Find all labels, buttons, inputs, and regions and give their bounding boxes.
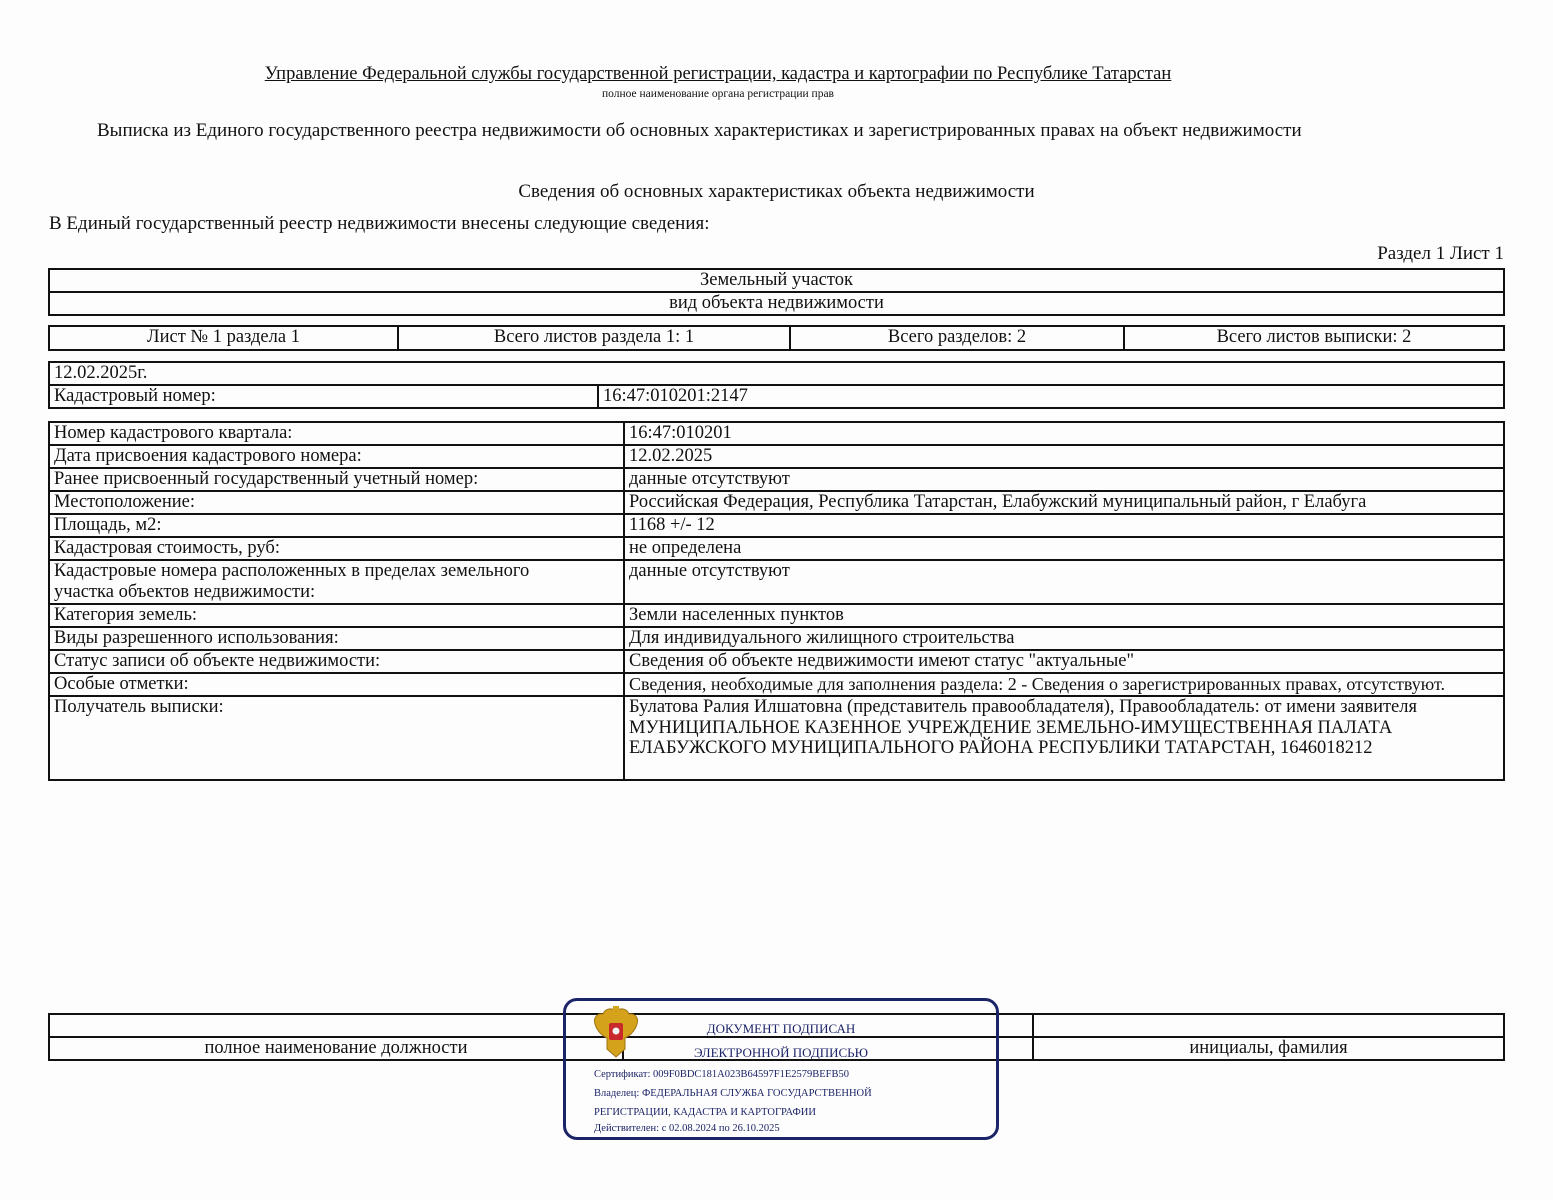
row-value: Для индивидуального жилищного строительства [624,627,1504,650]
object-type-table [48,268,1505,316]
stamp-line-2: ЭЛЕКТРОННОЙ ПОДПИСЬЮ [694,1045,868,1060]
row-label: Особые отметки: [49,673,624,696]
row-value: данные отсутствуют [624,560,1504,604]
cadastral-number-value: 16:47:010201:2147 [598,385,1504,408]
row-label: Категория земель: [49,604,624,627]
cadastral-number-label: Кадастровый номер: [49,385,598,408]
table-row [49,696,1504,780]
table-row [49,491,1504,514]
row-value: 12.02.2025 [624,445,1504,468]
row-value: Российская Федерация, Республика Татарстан, Елабужский муниципальный район, г Елабуга [624,491,1504,514]
sheet-number: Лист № 1 раздела 1 [49,326,398,350]
table-row [49,537,1504,560]
row-label: Статус записи об объекте недвижимости: [49,650,624,673]
table-row [49,445,1504,468]
row-value: не определена [624,537,1504,560]
object-type: Земельный участок [49,269,1504,292]
date-cadastral-table [48,361,1505,409]
name-cell [1033,1014,1504,1037]
organization-name: Управление Федеральной службы государственной регистрации, кадастра и картографии по Республике Татарстан [264,64,1172,84]
row-value: 1168 +/- 12 [624,514,1504,537]
electronic-signature-stamp [563,998,999,1140]
row-value: 16:47:010201 [624,422,1504,445]
table-row [49,627,1504,650]
row-label: Дата присвоения кадастрового номера: [49,445,624,468]
sheets-table [48,325,1505,351]
object-type-caption: вид объекта недвижимости [49,292,1504,315]
row-value: Сведения об объекте недвижимости имеют статус "актуальные" [624,650,1504,673]
table-row [49,514,1504,537]
extract-title: Выписка из Единого государственного реестра недвижимости об основных характеристиках и зарегистрированных правах на объект недвижимости [97,120,1302,141]
stamp-certificate: Сертификат: 009F0BDC181A023B64597F1E2579BEFB50 [594,1069,850,1080]
stamp-owner-line-2: РЕГИСТРАЦИИ, КАДАСТРА И КАРТОГРАФИИ [594,1107,816,1118]
intro-text: В Единый государственный реестр недвижимости внесены следующие сведения: [49,213,710,234]
sheets-in-section: Всего листов раздела 1: 1 [398,326,790,350]
name-caption: инициалы, фамилия [1033,1037,1504,1060]
extract-date: 12.02.2025г. [49,362,1504,385]
row-label: Кадастровая стоимость, руб: [49,537,624,560]
position-caption: полное наименование должности [49,1037,623,1060]
row-label: Местоположение: [49,491,624,514]
table-row [49,673,1504,696]
row-value: Сведения, необходимые для заполнения раздела: 2 - Сведения о зарегистрированных правах, отсутствуют. [624,673,1504,696]
section-title: Сведения об основных характеристиках объекта недвижимости [518,181,1035,202]
stamp-line-1: ДОКУМЕНТ ПОДПИСАН [706,1021,856,1036]
row-label: Номер кадастрового квартала: [49,422,624,445]
section-sheet-label: Раздел 1 Лист 1 [1377,243,1504,264]
sections-total: Всего разделов: 2 [790,326,1124,350]
table-row [49,650,1504,673]
row-label: Виды разрешенного использования: [49,627,624,650]
table-row [49,422,1504,445]
row-value: данные отсутствуют [624,468,1504,491]
stamp-validity: Действителен: с 02.08.2024 по 26.10.2025 [594,1123,780,1134]
table-row [49,468,1504,491]
row-label: Ранее присвоенный государственный учетный номер: [49,468,624,491]
position-cell [49,1014,623,1037]
row-label: Кадастровые номера расположенных в пределах земельного участка объектов недвижимости: [49,560,624,604]
row-label: Получатель выписки: [49,696,624,780]
row-value: Земли населенных пунктов [624,604,1504,627]
table-row [49,560,1504,604]
table-row [49,604,1504,627]
sheets-total: Всего листов выписки: 2 [1124,326,1504,350]
row-label: Площадь, м2: [49,514,624,537]
characteristics-table [48,421,1505,781]
row-value: Булатова Ралия Илшатовна (представитель правообладателя), Правообладатель: от имени заявителя МУНИЦИПАЛЬНОЕ КАЗЕННОЕ УЧРЕЖДЕНИЕ ЗЕМЕЛЬНО-ИМУЩЕСТВЕННАЯ ПАЛАТА ЕЛАБУЖСКОГО МУНИЦИПАЛЬНОГО РАЙОНА РЕСПУБЛИКИ ТАТАРСТАН, 1646018212 [624,696,1504,780]
stamp-owner-line-1: Владелец: ФЕДЕРАЛЬНАЯ СЛУЖБА ГОСУДАРСТВЕННОЙ [594,1088,872,1099]
organization-caption: полное наименование органа регистрации прав [602,88,834,100]
